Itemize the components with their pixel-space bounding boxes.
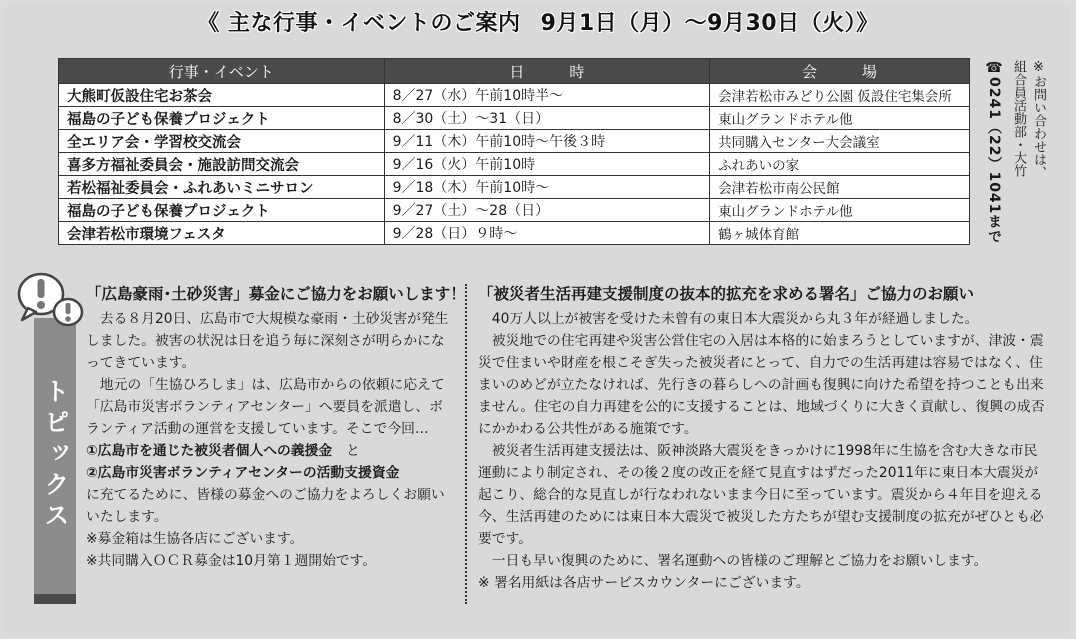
hiroshima-item-1: ①広島市を通じた被災者個人への義援金 — [86, 443, 333, 459]
exclamation-bubble-icon — [14, 268, 86, 332]
header-event: 行事・イベント — [59, 59, 385, 84]
contact-phone: ☎0241（22）1041まで — [986, 60, 1002, 245]
event-venue: 鶴ヶ城体育館 — [710, 222, 970, 245]
table-row — [59, 130, 970, 153]
event-venue: 共同購入センター大会議室 — [710, 130, 970, 153]
header-venue: 会 場 — [710, 59, 970, 84]
title-period: 9月1日（月）～9月30日（火）》 — [540, 10, 879, 36]
hiroshima-item-2: ②広島市災害ボランティアセンターの活動支援資金 — [86, 465, 400, 481]
hiroshima-heading: 「広島豪雨･土砂災害」募金にご協力をお願いします！ — [86, 285, 466, 303]
hiroshima-paragraph-2: 地元の「生協ひろしま」は、広島市からの依頼に応えて「広島市災害ボランティアセンター」へ要員を派遣し、ボランティア活動の運営を支援しています。そこで今回… — [86, 377, 445, 437]
table-row — [59, 153, 970, 176]
hiroshima-note-2: ※共同購入ＯＣＲ募金は10月第１週開始です。 — [86, 553, 377, 569]
table-row — [59, 84, 970, 107]
event-date: 9／28（日）９時～ — [384, 222, 710, 245]
contact-info — [985, 60, 1065, 260]
topics-sidebar — [34, 318, 76, 604]
contact-line-2: 組合員活動部・大竹 — [1011, 60, 1026, 177]
hiroshima-paragraph-3: に充てるために、皆様の募金へのご協力をよろしくお願いいたします。 — [86, 487, 445, 525]
contact-line-1: ※お問い合わせは、 — [1031, 60, 1046, 179]
petition-article — [478, 282, 1050, 594]
events-table — [58, 58, 970, 245]
event-date: 8／30（土）～31（日） — [384, 107, 710, 130]
table-row — [59, 222, 970, 245]
event-venue: 会津若松市南公民館 — [710, 176, 970, 199]
table-row — [59, 107, 970, 130]
event-venue: 東山グランドホテル他 — [710, 199, 970, 222]
table-row — [59, 199, 970, 222]
hiroshima-paragraph-1: 去る８月20日、広島市で大規模な豪雨・土砂災害が発生しました。被害の状況は日を追う毎に深刻さが明らかになってきています。 — [86, 311, 449, 371]
event-date: 9／18（木）午前10時～ — [384, 176, 710, 199]
topics-sidebar-footer — [34, 594, 76, 604]
event-name: 福島の子ども保養プロジェクト — [59, 199, 385, 222]
table-row — [59, 176, 970, 199]
event-name: 喜多方福祉委員会・施設訪問交流会 — [59, 153, 385, 176]
event-name: 大熊町仮設住宅お茶会 — [59, 84, 385, 107]
hiroshima-item-1-suffix: と — [332, 443, 360, 459]
title-text: 《 主な行事・イベントのご案内 — [197, 10, 521, 36]
petition-paragraph-4: 一日も早い復興のために、署名運動への皆様のご理解とご協力をお願いします。 — [491, 553, 988, 569]
header-date: 日 時 — [384, 59, 710, 84]
column-divider — [465, 284, 467, 604]
event-date: 8／27（水）午前10時半～ — [384, 84, 710, 107]
event-venue: 東山グランドホテル他 — [710, 107, 970, 130]
event-name: 全エリア会・学習校交流会 — [59, 130, 385, 153]
topics-label: トピックス — [41, 378, 70, 533]
event-name: 会津若松市環境フェスタ — [59, 222, 385, 245]
petition-paragraph-1: 40万人以上が被害を受けた未曾有の東日本大震災から丸３年が経過しました。 — [491, 311, 979, 327]
event-venue: ふれあいの家 — [710, 153, 970, 176]
petition-note: ※ 署名用紙は各店サービスカウンターにございます。 — [478, 575, 810, 591]
event-date: 9／11（木）午前10時～午後３時 — [384, 130, 710, 153]
event-date: 9／27（土）～28（日） — [384, 199, 710, 222]
hiroshima-item-1-line — [86, 440, 456, 462]
page-title — [0, 0, 1076, 42]
hiroshima-note-1: ※募金箱は生協各店にございます。 — [86, 531, 304, 547]
event-venue: 会津若松市みどり公園 仮設住宅集会所 — [710, 84, 970, 107]
event-name: 若松福祉委員会・ふれあいミニサロン — [59, 176, 385, 199]
petition-paragraph-2: 被災地での住宅再建や災害公営住宅の入居は本格的に始まろうとしていますが、津波・震災で住まいや財産を根こそぎ失った被災者にとって、自力での生活再建は容易ではなく、住まいのめどが立たなければ、先行きの暮らしへの計画も復興に向けた希望を持つことも出来ません。住宅の自力再建を公的に支援することは、地域づくりに大きく貢献し、復興の成否にかかわる公共性がある施策です。 — [478, 333, 1045, 437]
petition-heading: 「被災者生活再建支援制度の抜本的拡充を求める署名」ご協力のお願い — [478, 285, 975, 303]
table-header-row — [59, 59, 970, 84]
event-name: 福島の子ども保養プロジェクト — [59, 107, 385, 130]
petition-paragraph-3: 被災者生活再建支援法は、阪神淡路大震災をきっかけに1998年に生協を含む大きな市民運動により制定され、その後２度の改正を経て見直すはずだった2011年に東日本大震災が起こり、総合的な見直しが行なわれないまま今日に至っています。震災から４年目を迎える今、生活再建のためには東日本大震災で被災した方たちが望む支援制度の拡充がぜひとも必要です。 — [478, 443, 1044, 547]
event-date: 9／16（火）午前10時 — [384, 153, 710, 176]
hiroshima-donation-article — [86, 282, 466, 572]
